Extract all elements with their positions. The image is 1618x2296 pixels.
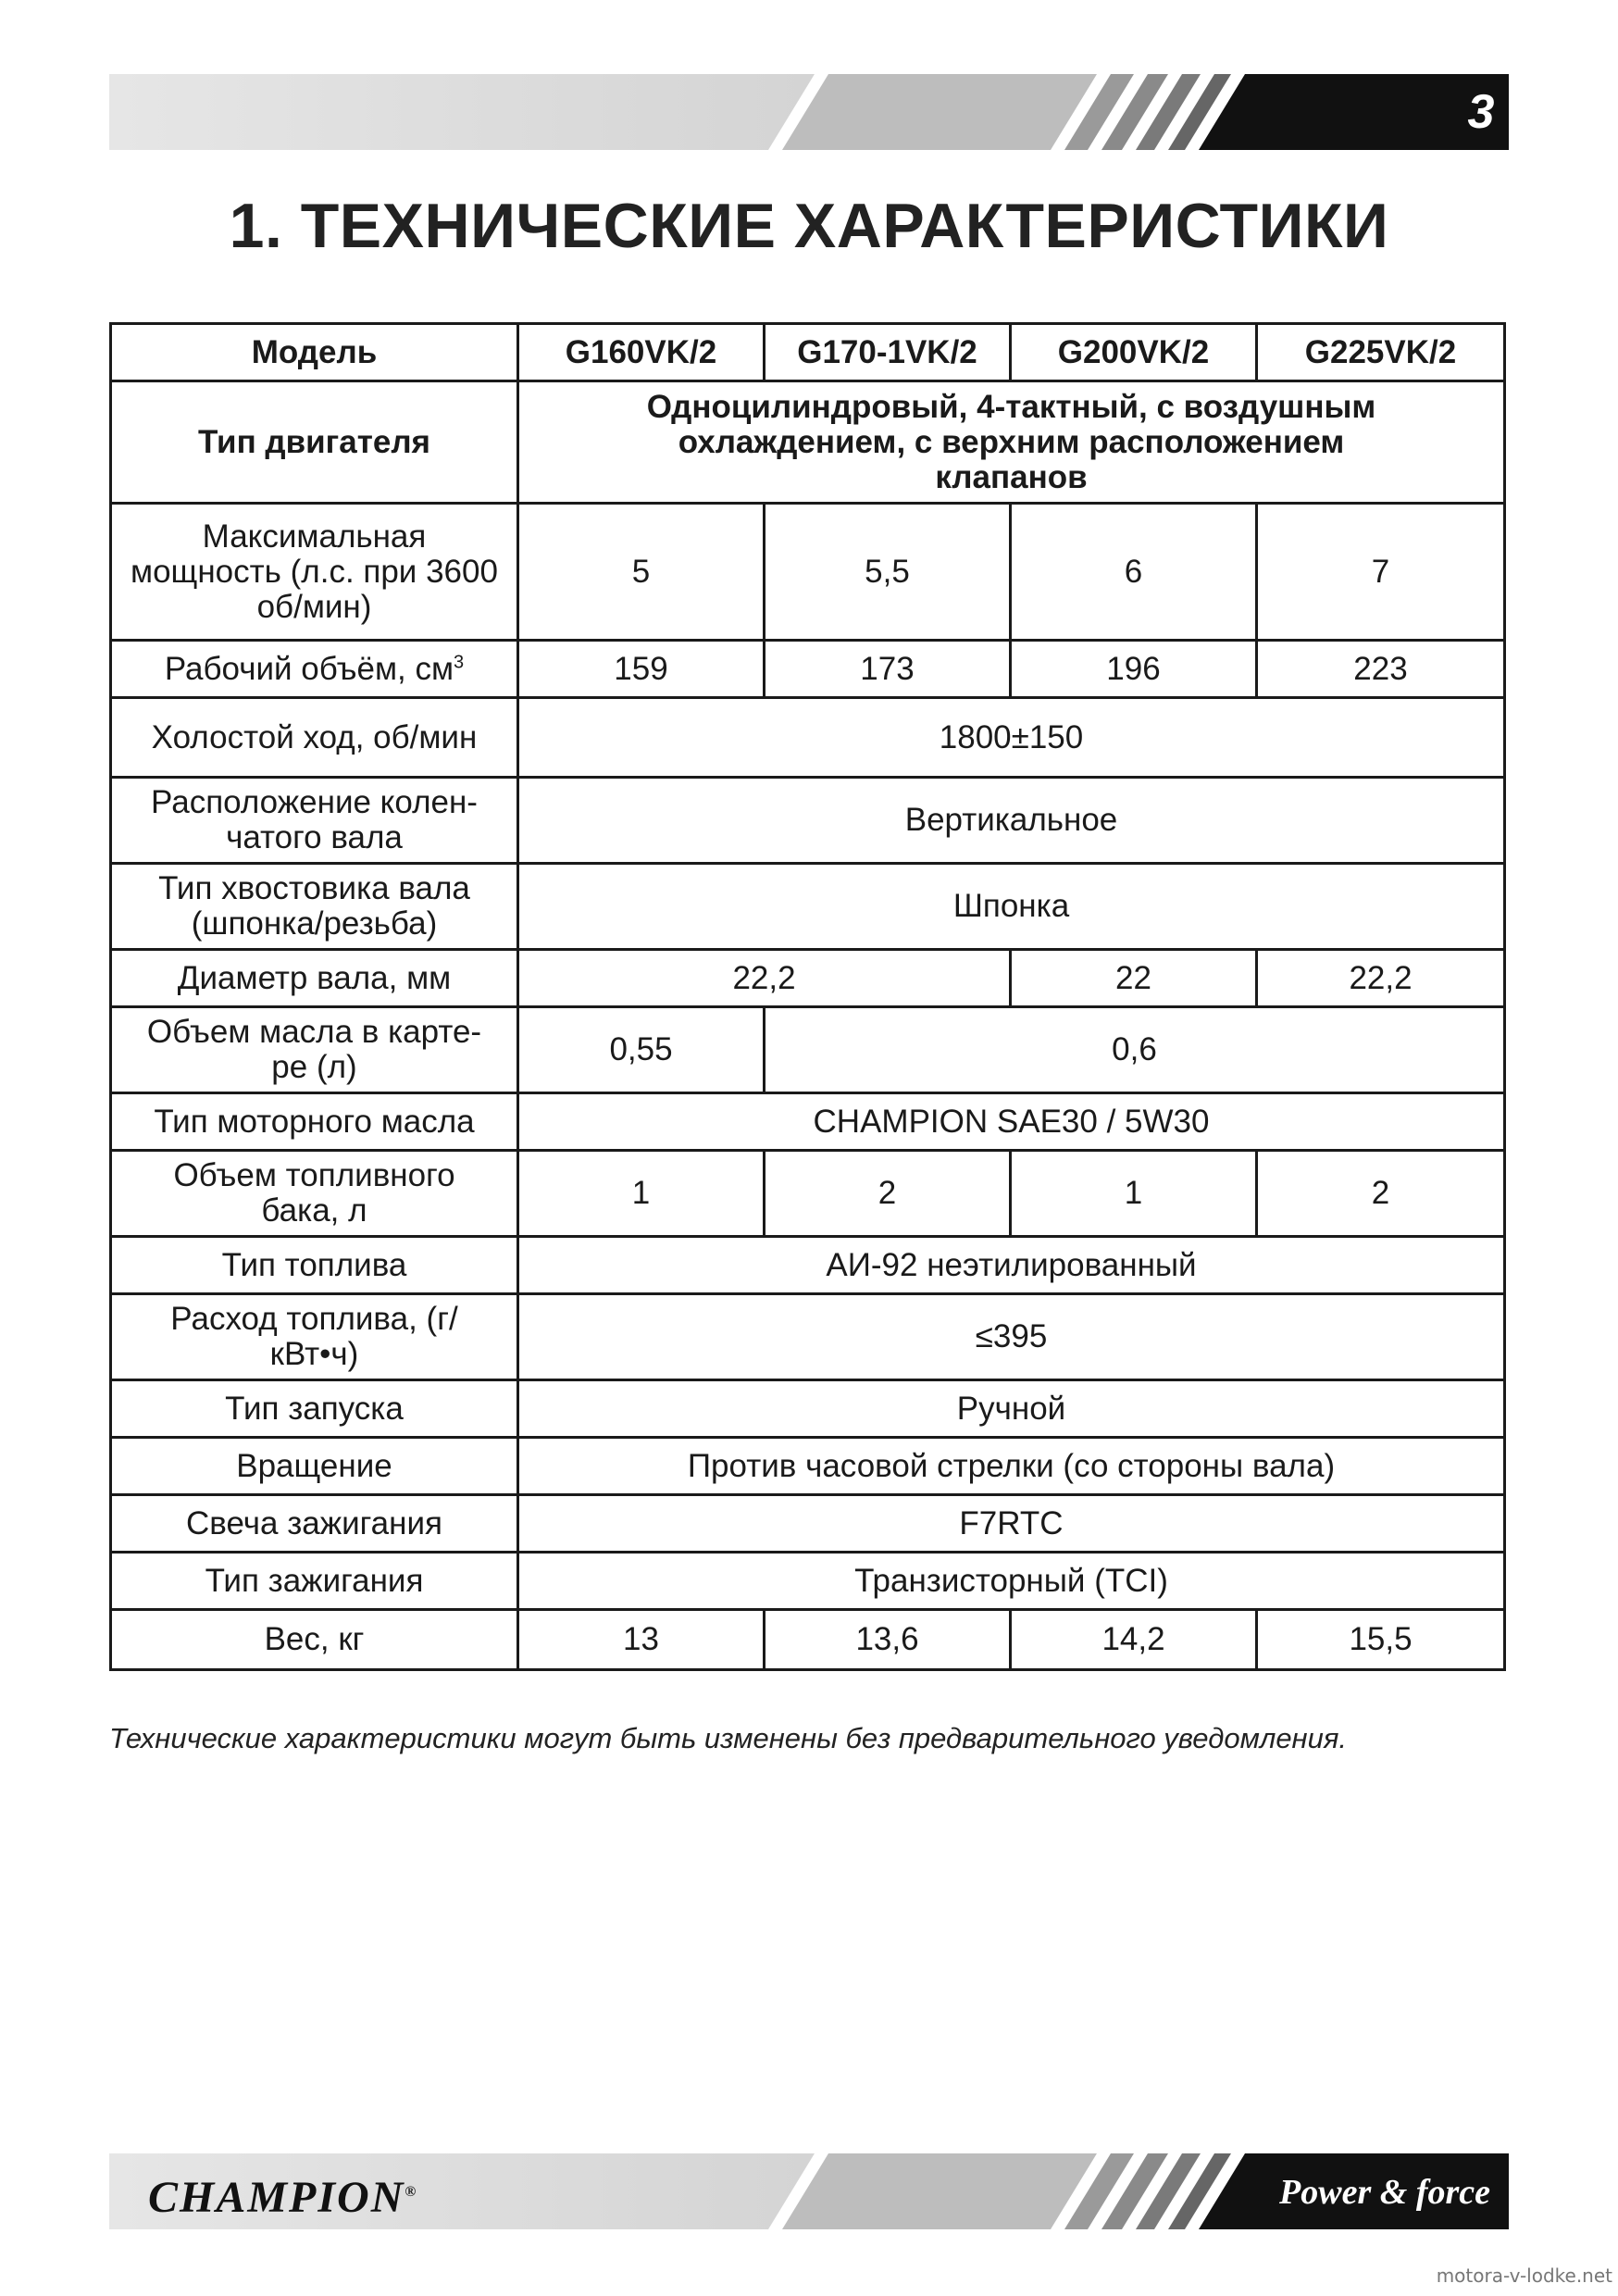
model-header: G225VK/2	[1257, 324, 1505, 381]
table-row	[111, 1380, 1505, 1438]
table-cell: АИ-92 неэтилированный	[518, 1237, 1505, 1294]
table-row	[111, 950, 1505, 1007]
table-cell: 7	[1257, 504, 1505, 641]
table-cell: 5,5	[765, 504, 1011, 641]
row-label: Тип топлива	[111, 1237, 518, 1294]
table-row	[111, 1495, 1505, 1553]
row-label: Вращение	[111, 1438, 518, 1495]
table-row	[111, 1610, 1505, 1670]
logo-text: CHAMPION	[148, 2173, 405, 2222]
table-row	[111, 381, 1505, 504]
row-label: Модель	[111, 324, 518, 381]
table-cell: 14,2	[1011, 1610, 1257, 1670]
row-label: Тип зажигания	[111, 1553, 518, 1610]
table-cell: 13	[518, 1610, 765, 1670]
table-cell: 1	[518, 1151, 765, 1237]
watermark: motora-v-lodke.net	[1436, 2265, 1612, 2287]
table-cell: 159	[518, 641, 765, 698]
row-label: Свеча зажигания	[111, 1495, 518, 1553]
table-cell: 0,55	[518, 1007, 765, 1093]
model-header: G170-1VK/2	[765, 324, 1011, 381]
table-cell: 13,6	[765, 1610, 1011, 1670]
table-cell: Шпонка	[518, 864, 1505, 950]
row-label: Вес, кг	[111, 1610, 518, 1670]
table-cell: 22,2	[518, 950, 1011, 1007]
row-label: Тип двигателя	[111, 381, 518, 504]
table-cell: 15,5	[1257, 1610, 1505, 1670]
row-label-text: Рабочий объём, см	[164, 650, 454, 687]
header-band	[0, 74, 1618, 150]
model-header: G200VK/2	[1011, 324, 1257, 381]
table-cell: 6	[1011, 504, 1257, 641]
slogan: Power & force	[1279, 2173, 1490, 2212]
table-row	[111, 641, 1505, 698]
page-number: 3	[1467, 85, 1495, 139]
table-cell: 2	[1257, 1151, 1505, 1237]
table-cell: 0,6	[765, 1007, 1505, 1093]
table-row	[111, 1553, 1505, 1610]
table-cell: 1800±150	[518, 698, 1505, 778]
footnote: Технические характеристики могут быть изменены без предварительного уведомления.	[109, 1722, 1348, 1754]
row-label: Диаметр вала, мм	[111, 950, 518, 1007]
table-cell: 1	[1011, 1151, 1257, 1237]
table-cell: CHAMPION SAE30 / 5W30	[518, 1093, 1505, 1151]
table-row	[111, 1438, 1505, 1495]
table-row	[111, 864, 1505, 950]
champion-logo	[148, 2165, 417, 2220]
header-band-graphic	[0, 74, 1618, 150]
table-row	[111, 1093, 1505, 1151]
row-label: Расположение колен-чатого вала	[111, 778, 518, 864]
unit-superscript: 3	[454, 651, 465, 672]
row-label: Тип моторного масла	[111, 1093, 518, 1151]
table-row	[111, 1294, 1505, 1380]
table-cell: 2	[765, 1151, 1011, 1237]
registered-mark: ®	[404, 2184, 418, 2200]
table-cell: Против часовой стрелки (со стороны вала)	[518, 1438, 1505, 1495]
table-cell: Вертикальное	[518, 778, 1505, 864]
row-label	[111, 641, 518, 698]
row-label: Тип хвостовика вала (шпонка/резьба)	[111, 864, 518, 950]
table-cell: 223	[1257, 641, 1505, 698]
table-row	[111, 778, 1505, 864]
table-cell: 173	[765, 641, 1011, 698]
table-cell: 196	[1011, 641, 1257, 698]
table-row	[111, 1007, 1505, 1093]
table-cell: Ручной	[518, 1380, 1505, 1438]
table-cell: 5	[518, 504, 765, 641]
row-label: Тип запуска	[111, 1380, 518, 1438]
table-row	[111, 324, 1505, 381]
table-cell: F7RTC	[518, 1495, 1505, 1553]
table-cell: 22,2	[1257, 950, 1505, 1007]
table-row	[111, 698, 1505, 778]
table-row	[111, 1151, 1505, 1237]
table-cell: 22	[1011, 950, 1257, 1007]
table-row	[111, 1237, 1505, 1294]
row-label: Объем топливного бака, л	[111, 1151, 518, 1237]
row-label: Максимальная мощность (л.с. при 3600 об/мин)	[111, 504, 518, 641]
model-header: G160VK/2	[518, 324, 765, 381]
table-row	[111, 504, 1505, 641]
table-cell: Одноцилиндровый, 4-тактный, с воздушным охлаждением, с верхним расположением клапанов	[518, 381, 1505, 504]
row-label: Холостой ход, об/мин	[111, 698, 518, 778]
table-cell: ≤395	[518, 1294, 1505, 1380]
table-cell: Транзисторный (TCI)	[518, 1553, 1505, 1610]
specs-table	[109, 322, 1506, 1671]
row-label: Объем масла в карте-ре (л)	[111, 1007, 518, 1093]
row-label: Расход топлива, (г/кВт•ч)	[111, 1294, 518, 1380]
page-title: 1. ТЕХНИЧЕСКИЕ ХАРАКТЕРИСТИКИ	[229, 191, 1389, 261]
